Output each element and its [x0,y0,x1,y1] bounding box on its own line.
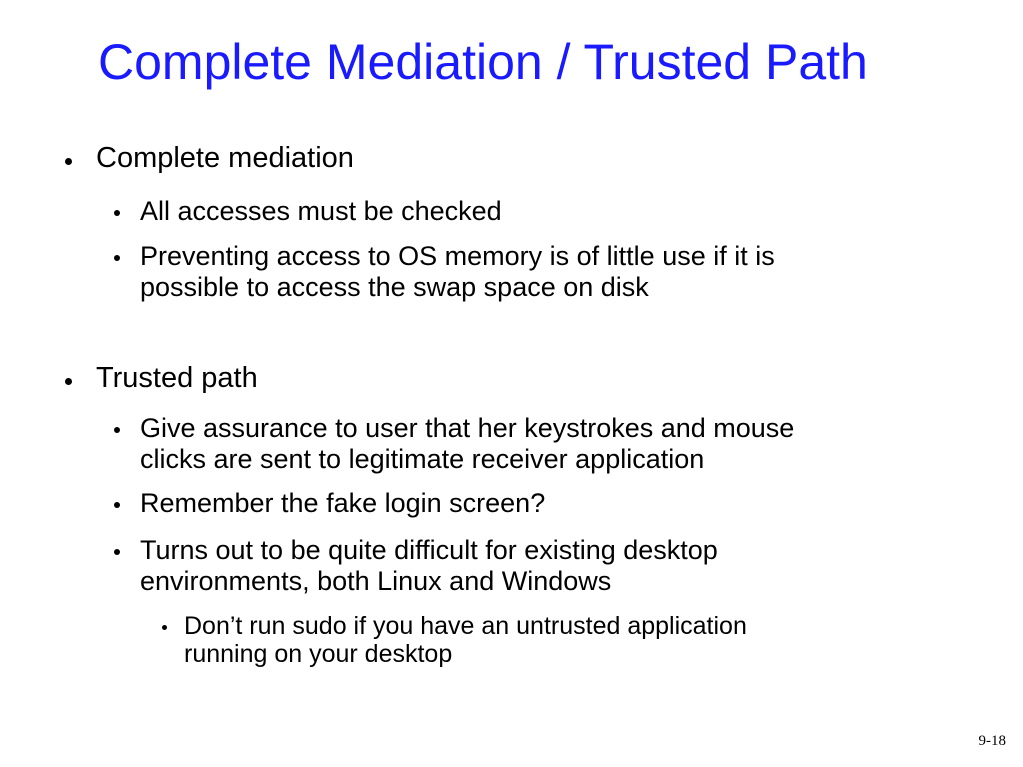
bullet-trusted-path [96,362,258,395]
bullet-text-line-2: clicks are sent to legitimate receiver application [140,444,705,474]
bullet-text: Remember the fake login screen? [140,488,546,518]
bullet-text-line-2: running on your desktop [184,640,453,668]
bullet-text: All accesses must be checked [140,196,502,226]
bullet-give-assurance [140,413,794,475]
slide-title: Complete Mediation / Trusted Path [98,34,868,90]
bullet-complete-mediation [96,142,354,175]
bullet-text-line-2: possible to access the swap space on disk [140,272,649,302]
bullet-dot-icon [162,625,167,630]
bullet-fake-login [140,488,545,519]
slide-number: 9-18 [978,733,1006,749]
bullet-dot-icon [65,378,72,385]
bullet-text-line-1: Turns out to be quite difficult for existing desktop [140,535,718,565]
bullet-turns-out [140,535,718,597]
bullet-dot-icon [65,158,72,165]
bullet-text: Trusted path [96,362,258,394]
bullet-text-line-1: Don’t run sudo if you have an untrusted application [184,612,747,640]
bullet-text-line-1: Give assurance to user that her keystrokes and mouse [140,413,795,443]
bullet-text-line-2: environments, both Linux and Windows [140,566,612,596]
bullet-sudo [184,612,747,668]
bullet-text: Complete mediation [96,142,354,174]
bullet-text-line-1: Preventing access to OS memory is of little use if it is [140,241,775,271]
bullet-dot-icon [114,210,120,216]
bullet-dot-icon [114,549,120,555]
bullet-dot-icon [114,255,120,261]
bullet-dot-icon [114,502,120,508]
bullet-preventing-access [140,241,775,303]
bullet-all-accesses [140,196,502,227]
bullet-dot-icon [114,427,120,433]
